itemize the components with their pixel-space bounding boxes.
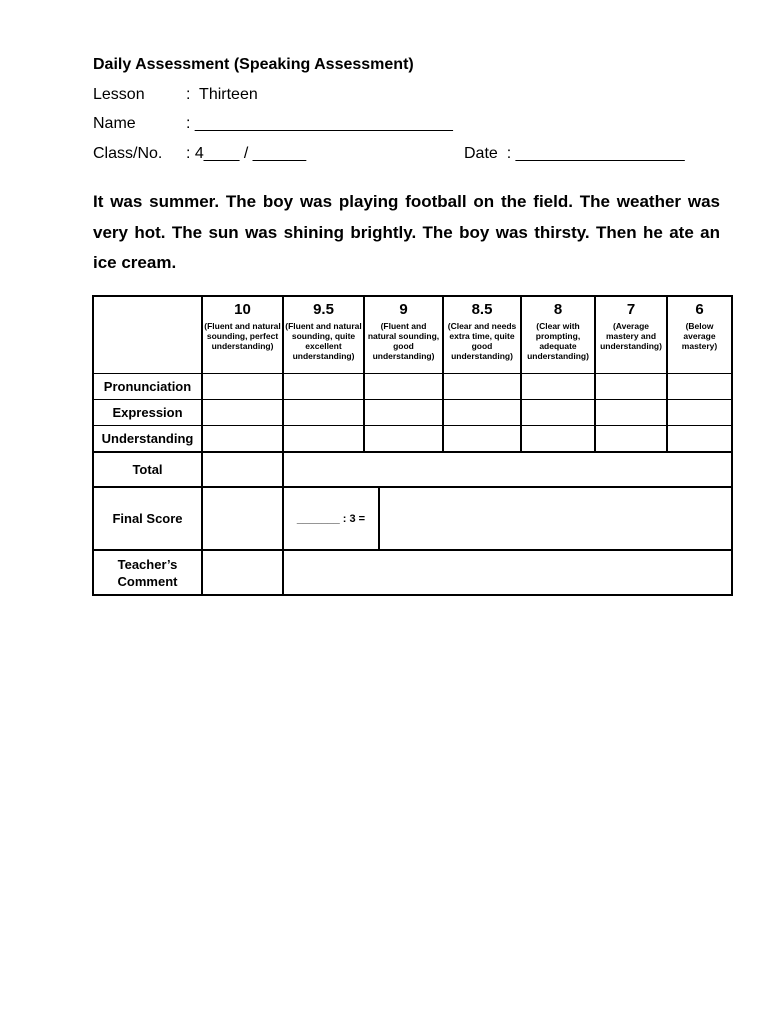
score-column-7 [595, 296, 667, 373]
score-value: 8.5 [471, 301, 493, 318]
score-column-8 [521, 296, 595, 373]
lesson-row [93, 76, 733, 106]
score-cell[interactable] [595, 399, 667, 425]
name-field[interactable]: : _____________________________ [186, 115, 453, 132]
assessment-header [93, 54, 733, 165]
class-row [93, 135, 733, 165]
score-cell[interactable] [283, 373, 364, 399]
score-value: 7 [626, 301, 636, 318]
score-cell[interactable] [595, 425, 667, 452]
teacher-comment-label: Teacher’s Comment [93, 550, 202, 595]
score-cell[interactable] [595, 373, 667, 399]
name-row [93, 106, 733, 136]
score-value: 9 [399, 301, 408, 318]
rubric-corner-cell [93, 296, 202, 373]
criterion-row-expression [93, 399, 732, 425]
name-label: Name [93, 115, 136, 132]
score-cell[interactable] [521, 425, 595, 452]
final-score-formula[interactable]: _______ : 3 = [284, 488, 380, 549]
teacher-comment-row [93, 550, 732, 595]
score-column-6 [667, 296, 732, 373]
header-title-row [93, 54, 733, 76]
criterion-label: Pronunciation [93, 373, 202, 399]
score-description: (Average mastery and understanding) [600, 321, 662, 351]
score-cell[interactable] [364, 399, 443, 425]
score-description: (Clear and needs extra time, quite good understanding) [447, 321, 517, 361]
score-column-9 [364, 296, 443, 373]
score-cell[interactable] [443, 425, 521, 452]
score-cell[interactable] [521, 399, 595, 425]
reading-passage: It was summer. The boy was playing football on the field. The weather was very hot. The sun was shining brightly. The boy was thirsty. Then he ate an ice cream. [93, 192, 720, 272]
score-column-9-5 [283, 296, 364, 373]
score-cell[interactable] [443, 373, 521, 399]
score-column-8-5 [443, 296, 521, 373]
total-label: Total [93, 452, 202, 487]
score-cell[interactable] [521, 373, 595, 399]
date-field[interactable]: Date : ___________________ [464, 144, 685, 162]
criterion-label: Expression [93, 399, 202, 425]
score-description: (Below average mastery) [681, 321, 718, 351]
final-score-calc [283, 487, 732, 550]
criterion-row-understanding [93, 425, 732, 452]
score-cell[interactable] [667, 399, 732, 425]
lesson-value: : Thirteen [186, 85, 258, 103]
score-cell[interactable] [283, 399, 364, 425]
score-cell[interactable] [667, 425, 732, 452]
score-cell[interactable] [283, 425, 364, 452]
rubric-header-row [93, 296, 732, 373]
final-score-cell[interactable] [202, 487, 283, 550]
score-value: 9.5 [313, 301, 334, 318]
total-value-cell[interactable] [202, 452, 283, 487]
criterion-row-pronunciation [93, 373, 732, 399]
score-column-10 [202, 296, 283, 373]
score-cell[interactable] [202, 399, 283, 425]
score-description: (Fluent and natural sounding, quite excellent understanding) [285, 321, 362, 361]
total-blank-cell [283, 452, 732, 487]
criterion-label: Understanding [93, 425, 202, 452]
page-title: Daily Assessment (Speaking Assessment) [93, 56, 414, 73]
final-score-row [93, 487, 732, 550]
class-label: Class/No. [93, 144, 163, 162]
score-value: 8 [553, 301, 563, 318]
score-value: 6 [695, 301, 704, 318]
score-cell[interactable] [364, 425, 443, 452]
rubric-table [92, 295, 733, 596]
score-description: (Clear with prompting, adequate understanding) [527, 321, 589, 361]
score-cell[interactable] [202, 373, 283, 399]
class-field[interactable]: : 4____ / ______ [186, 144, 307, 162]
score-description: (Fluent and natural sounding, perfect understanding) [204, 321, 281, 351]
score-description: (Fluent and natural sounding, good understanding) [367, 321, 440, 361]
lesson-label: Lesson [93, 85, 145, 103]
score-cell[interactable] [202, 425, 283, 452]
final-score-label: Final Score [93, 487, 202, 550]
final-score-result[interactable] [380, 488, 731, 549]
score-cell[interactable] [364, 373, 443, 399]
score-cell[interactable] [443, 399, 521, 425]
score-cell[interactable] [667, 373, 732, 399]
total-row [93, 452, 732, 487]
teacher-comment-cell[interactable] [283, 550, 732, 595]
score-value: 10 [234, 301, 251, 318]
final-score-calc-inner [284, 488, 731, 549]
teacher-signature-cell[interactable] [202, 550, 283, 595]
